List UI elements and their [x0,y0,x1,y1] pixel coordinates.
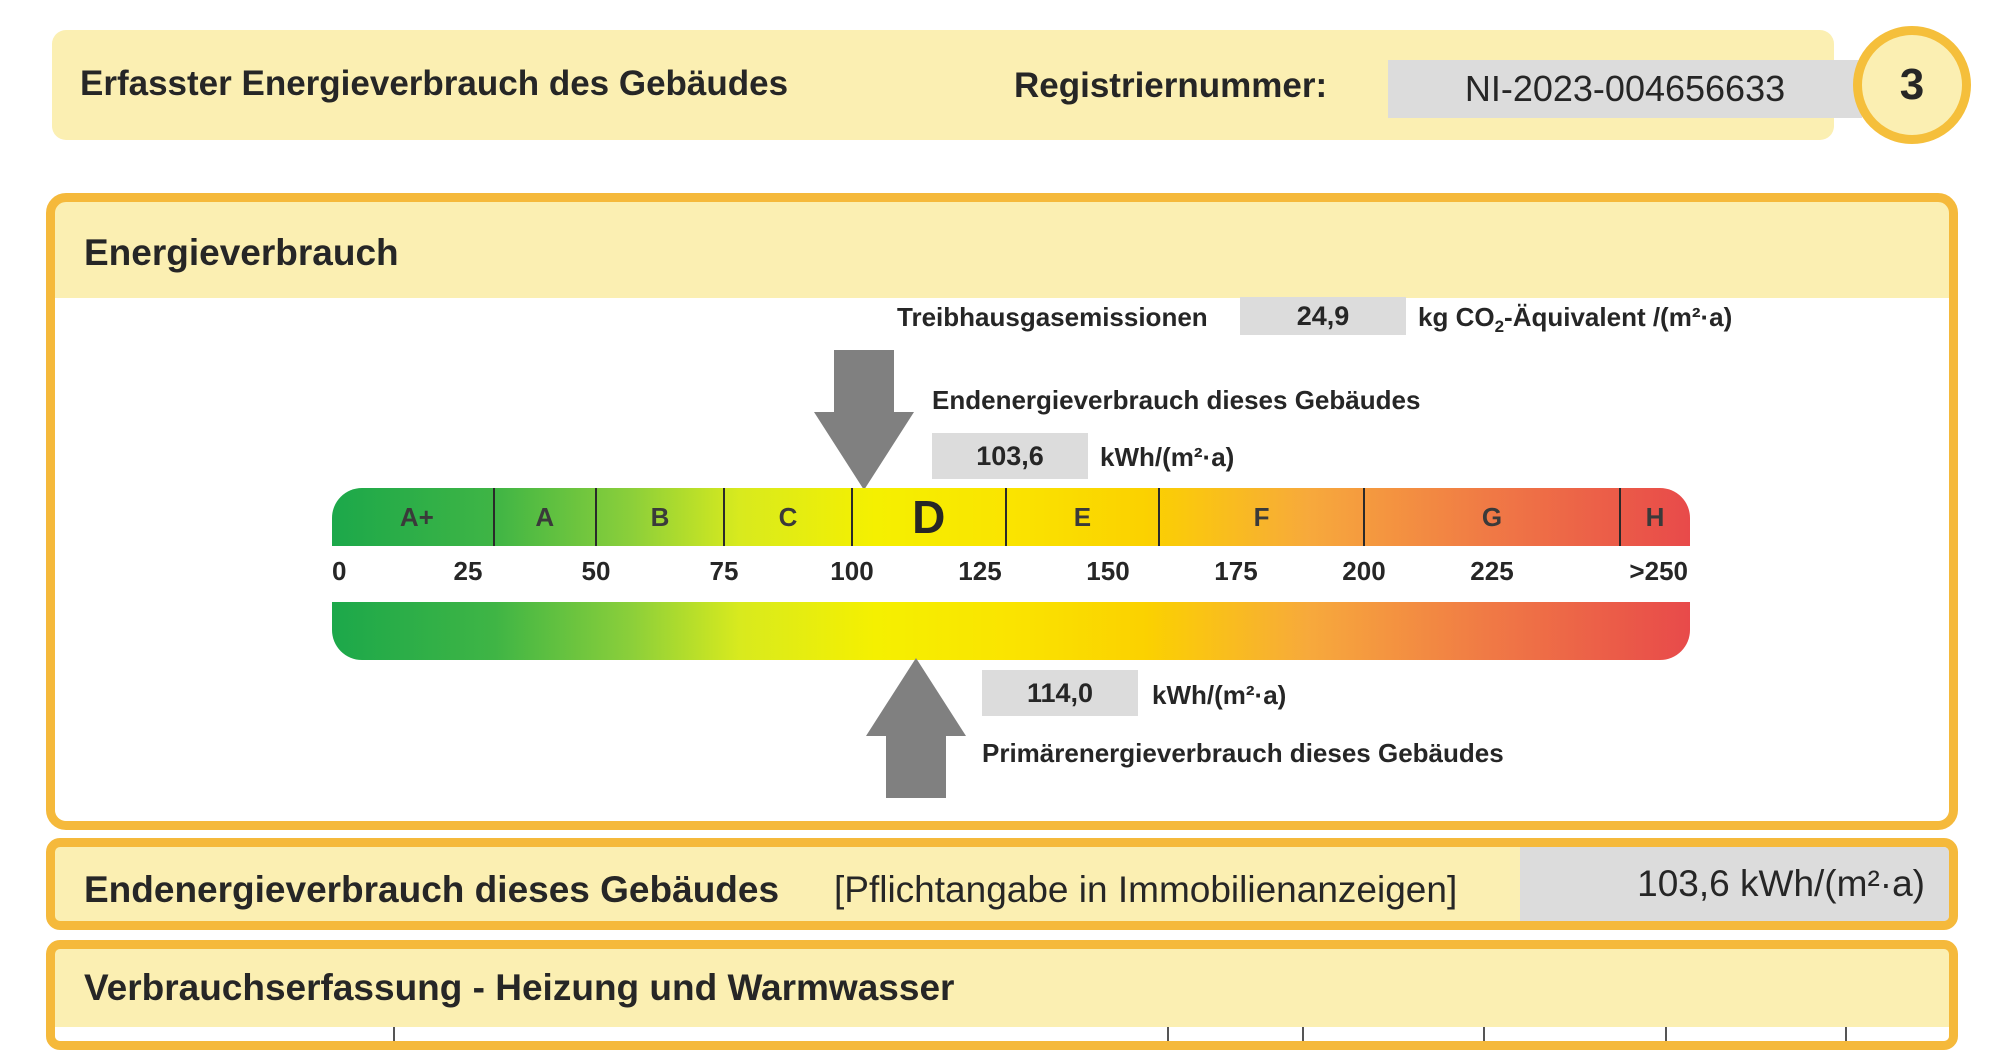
table-column-divider [1302,1027,1304,1041]
primary-energy-arrow-icon [866,658,966,798]
scale-tick-label: 100 [830,556,874,586]
primary-energy-label: Primärenergieverbrauch dieses Gebäudes [982,738,1504,768]
class-label-e: E [1073,501,1092,532]
class-divider [493,488,495,546]
scale-tick-label: 200 [1342,556,1386,586]
end-energy-label: Endenergieverbrauch dieses Gebäudes [932,385,1421,415]
scale-tick-label: 175 [1214,556,1258,586]
class-label-b: B [650,501,670,532]
class-label-a: A [535,501,555,532]
summary-note: [Pflichtangabe in Immobilienanzeigen] [834,869,1458,910]
class-divider [1619,488,1621,546]
emissions-unit-suffix: -Äquivalent /(m²·a) [1504,302,1733,332]
scale-tick-label: 125 [958,556,1002,586]
table-column-divider [393,1027,395,1041]
efficiency-gradient-bar [332,602,1690,660]
scale-tick-label: 225 [1470,556,1514,586]
class-label-a-plus: A+ [399,501,434,532]
class-divider [1005,488,1007,546]
header-title: Erfasster Energieverbrauch des Gebäudes [80,64,789,103]
scale-tick-label: 0 [332,556,347,586]
class-label-h: H [1645,501,1665,532]
header-strip [52,30,1834,140]
class-label-f: F [1253,501,1270,532]
class-divider [595,488,597,546]
scale-tick-label: 50 [581,556,611,586]
end-energy-arrow-icon [814,350,914,490]
scale-tick-label: 75 [709,556,739,586]
summary-bar [46,838,1958,930]
class-divider [723,488,725,546]
page-number-badge [1853,26,1971,144]
end-energy-unit: kWh/(m²·a) [1100,442,1235,472]
scale-tick-label: 150 [1086,556,1130,586]
emissions-value: 24,9 [1240,297,1406,335]
scale-tick-label: >250 [1629,556,1688,586]
next-section-panel [46,940,1958,1050]
primary-energy-value: 114,0 [982,670,1138,716]
class-divider [1363,488,1365,546]
page-number: 3 [1899,60,1925,109]
class-divider [851,488,853,546]
primary-energy-unit: kWh/(m²·a) [1152,680,1287,710]
class-label-d: D [912,491,946,543]
emissions-unit [1418,302,1732,337]
emissions-unit-subscript: 2 [1494,317,1505,337]
class-divider [1158,488,1160,546]
emissions-label: Treibhausgasemissionen [897,302,1208,332]
registration-number: NI-2023-004656633 [1388,60,1862,118]
efficiency-class-bar [332,488,1690,546]
table-column-divider [1483,1027,1485,1041]
emissions-unit-prefix: kg CO [1418,302,1495,332]
summary-value-text: 103,6 kWh/(m²·a) [1637,863,1925,904]
end-energy-value: 103,6 [932,433,1088,479]
class-label-c: C [778,501,798,532]
next-section-title: Verbrauchserfassung - Heizung und Warmwasser [84,967,955,1008]
panel-title: Energieverbrauch [84,232,399,273]
summary-title: Endenergieverbrauch dieses Gebäudes [84,869,780,910]
summary-value [1520,847,1949,921]
scale-tick-label: 25 [453,556,483,586]
table-column-divider [1167,1027,1169,1041]
table-column-divider [1845,1027,1847,1041]
table-column-divider [1665,1027,1667,1041]
registration-label: Registriernummer: [1014,66,1328,105]
class-label-g: G [1481,501,1503,532]
